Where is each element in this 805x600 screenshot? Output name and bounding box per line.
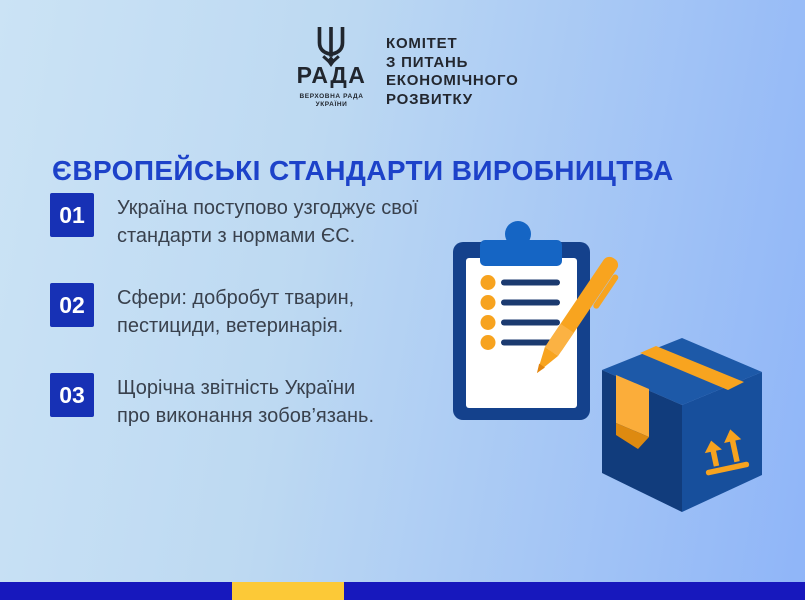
item-text: [117, 194, 477, 250]
committee-line: З ПИТАНЬ: [386, 53, 469, 71]
item-text: [117, 284, 477, 340]
item-number-badge: 01: [50, 193, 94, 237]
committee-line: РОЗВИТКУ: [386, 90, 473, 108]
committee-line: ЕКОНОМІЧНОГО: [386, 72, 519, 89]
item-text-line2: про виконання зобов’язань.: [117, 405, 375, 427]
footer-stripe-blue-right: [344, 582, 805, 600]
footer-stripe-yellow: [232, 582, 344, 600]
item-text-line1: Сфери: добробут тварин,: [117, 287, 355, 309]
logo-tagline: [284, 93, 379, 109]
committee-line: КОМІТЕТ: [386, 35, 458, 52]
item-text-line2: стандарти з нормами ЄС.: [117, 225, 356, 247]
item-text-line2: пестициди, ветеринарія.: [117, 315, 344, 337]
trident-icon: [311, 27, 351, 67]
item-text-line1: Щорічна звітність України: [117, 377, 356, 399]
item-text-line1: Україна поступово узгоджує свої: [117, 197, 419, 219]
logo-tagline-line2: УКРАЇНИ: [315, 101, 348, 108]
item-text: [117, 374, 477, 430]
item-number-badge: 02: [50, 283, 94, 327]
shipping-box-icon: [590, 325, 775, 525]
item-number-badge: 03: [50, 373, 94, 417]
committee-name: [386, 35, 519, 109]
logo-name: РАДА: [296, 62, 367, 88]
logo-tagline-line1: ВЕРХОВНА РАДА: [299, 93, 364, 100]
page-title: ЄВРОПЕЙСЬКІ СТАНДАРТИ ВИРОБНИЦТВА: [52, 154, 674, 186]
footer-stripe-blue-left: [0, 582, 232, 600]
